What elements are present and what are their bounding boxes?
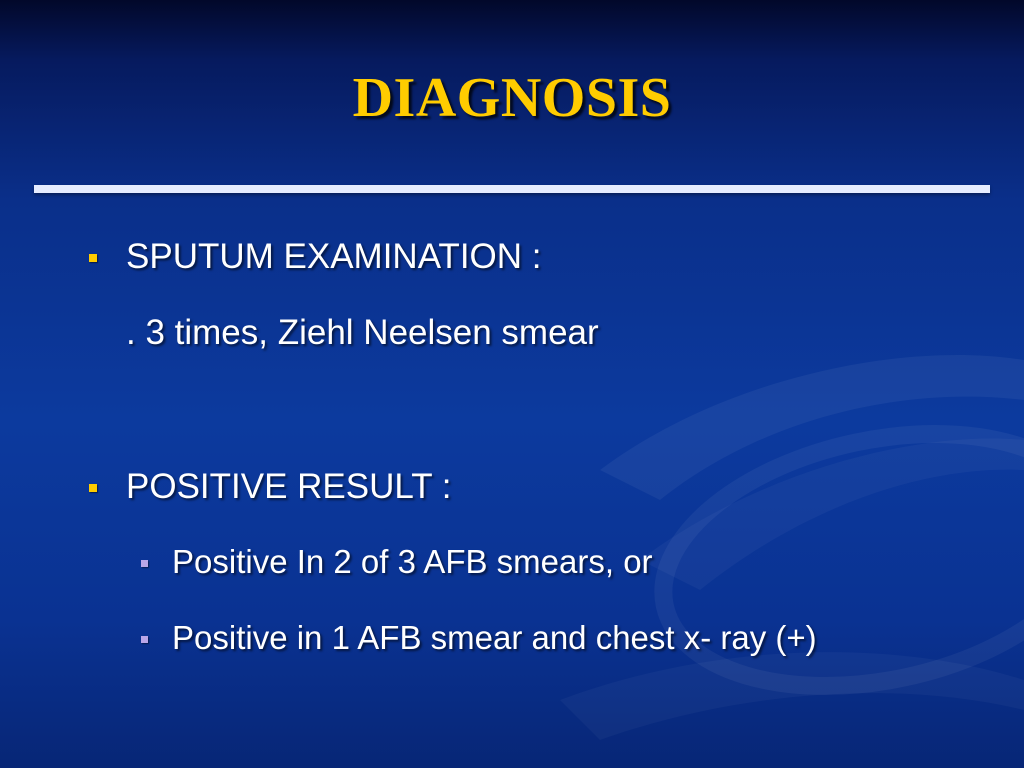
square-bullet-icon — [141, 636, 148, 643]
square-bullet-icon — [141, 560, 148, 567]
bullet-sputum-detail: . 3 times, Ziehl Neelsen smear — [126, 313, 599, 352]
bullet-sputum-examination: SPUTUM EXAMINATION : — [126, 237, 542, 276]
sub-bullet-one-smear-xray: Positive in 1 AFB smear and chest x- ray (+) — [172, 619, 817, 656]
square-bullet-icon — [89, 484, 97, 492]
slide-title: DIAGNOSIS — [352, 67, 672, 129]
title-divider — [34, 185, 990, 193]
sub-bullet-two-of-three: Positive In 2 of 3 AFB smears, or — [172, 543, 653, 580]
bullet-positive-result: POSITIVE RESULT : — [126, 467, 452, 506]
square-bullet-icon — [89, 254, 97, 262]
